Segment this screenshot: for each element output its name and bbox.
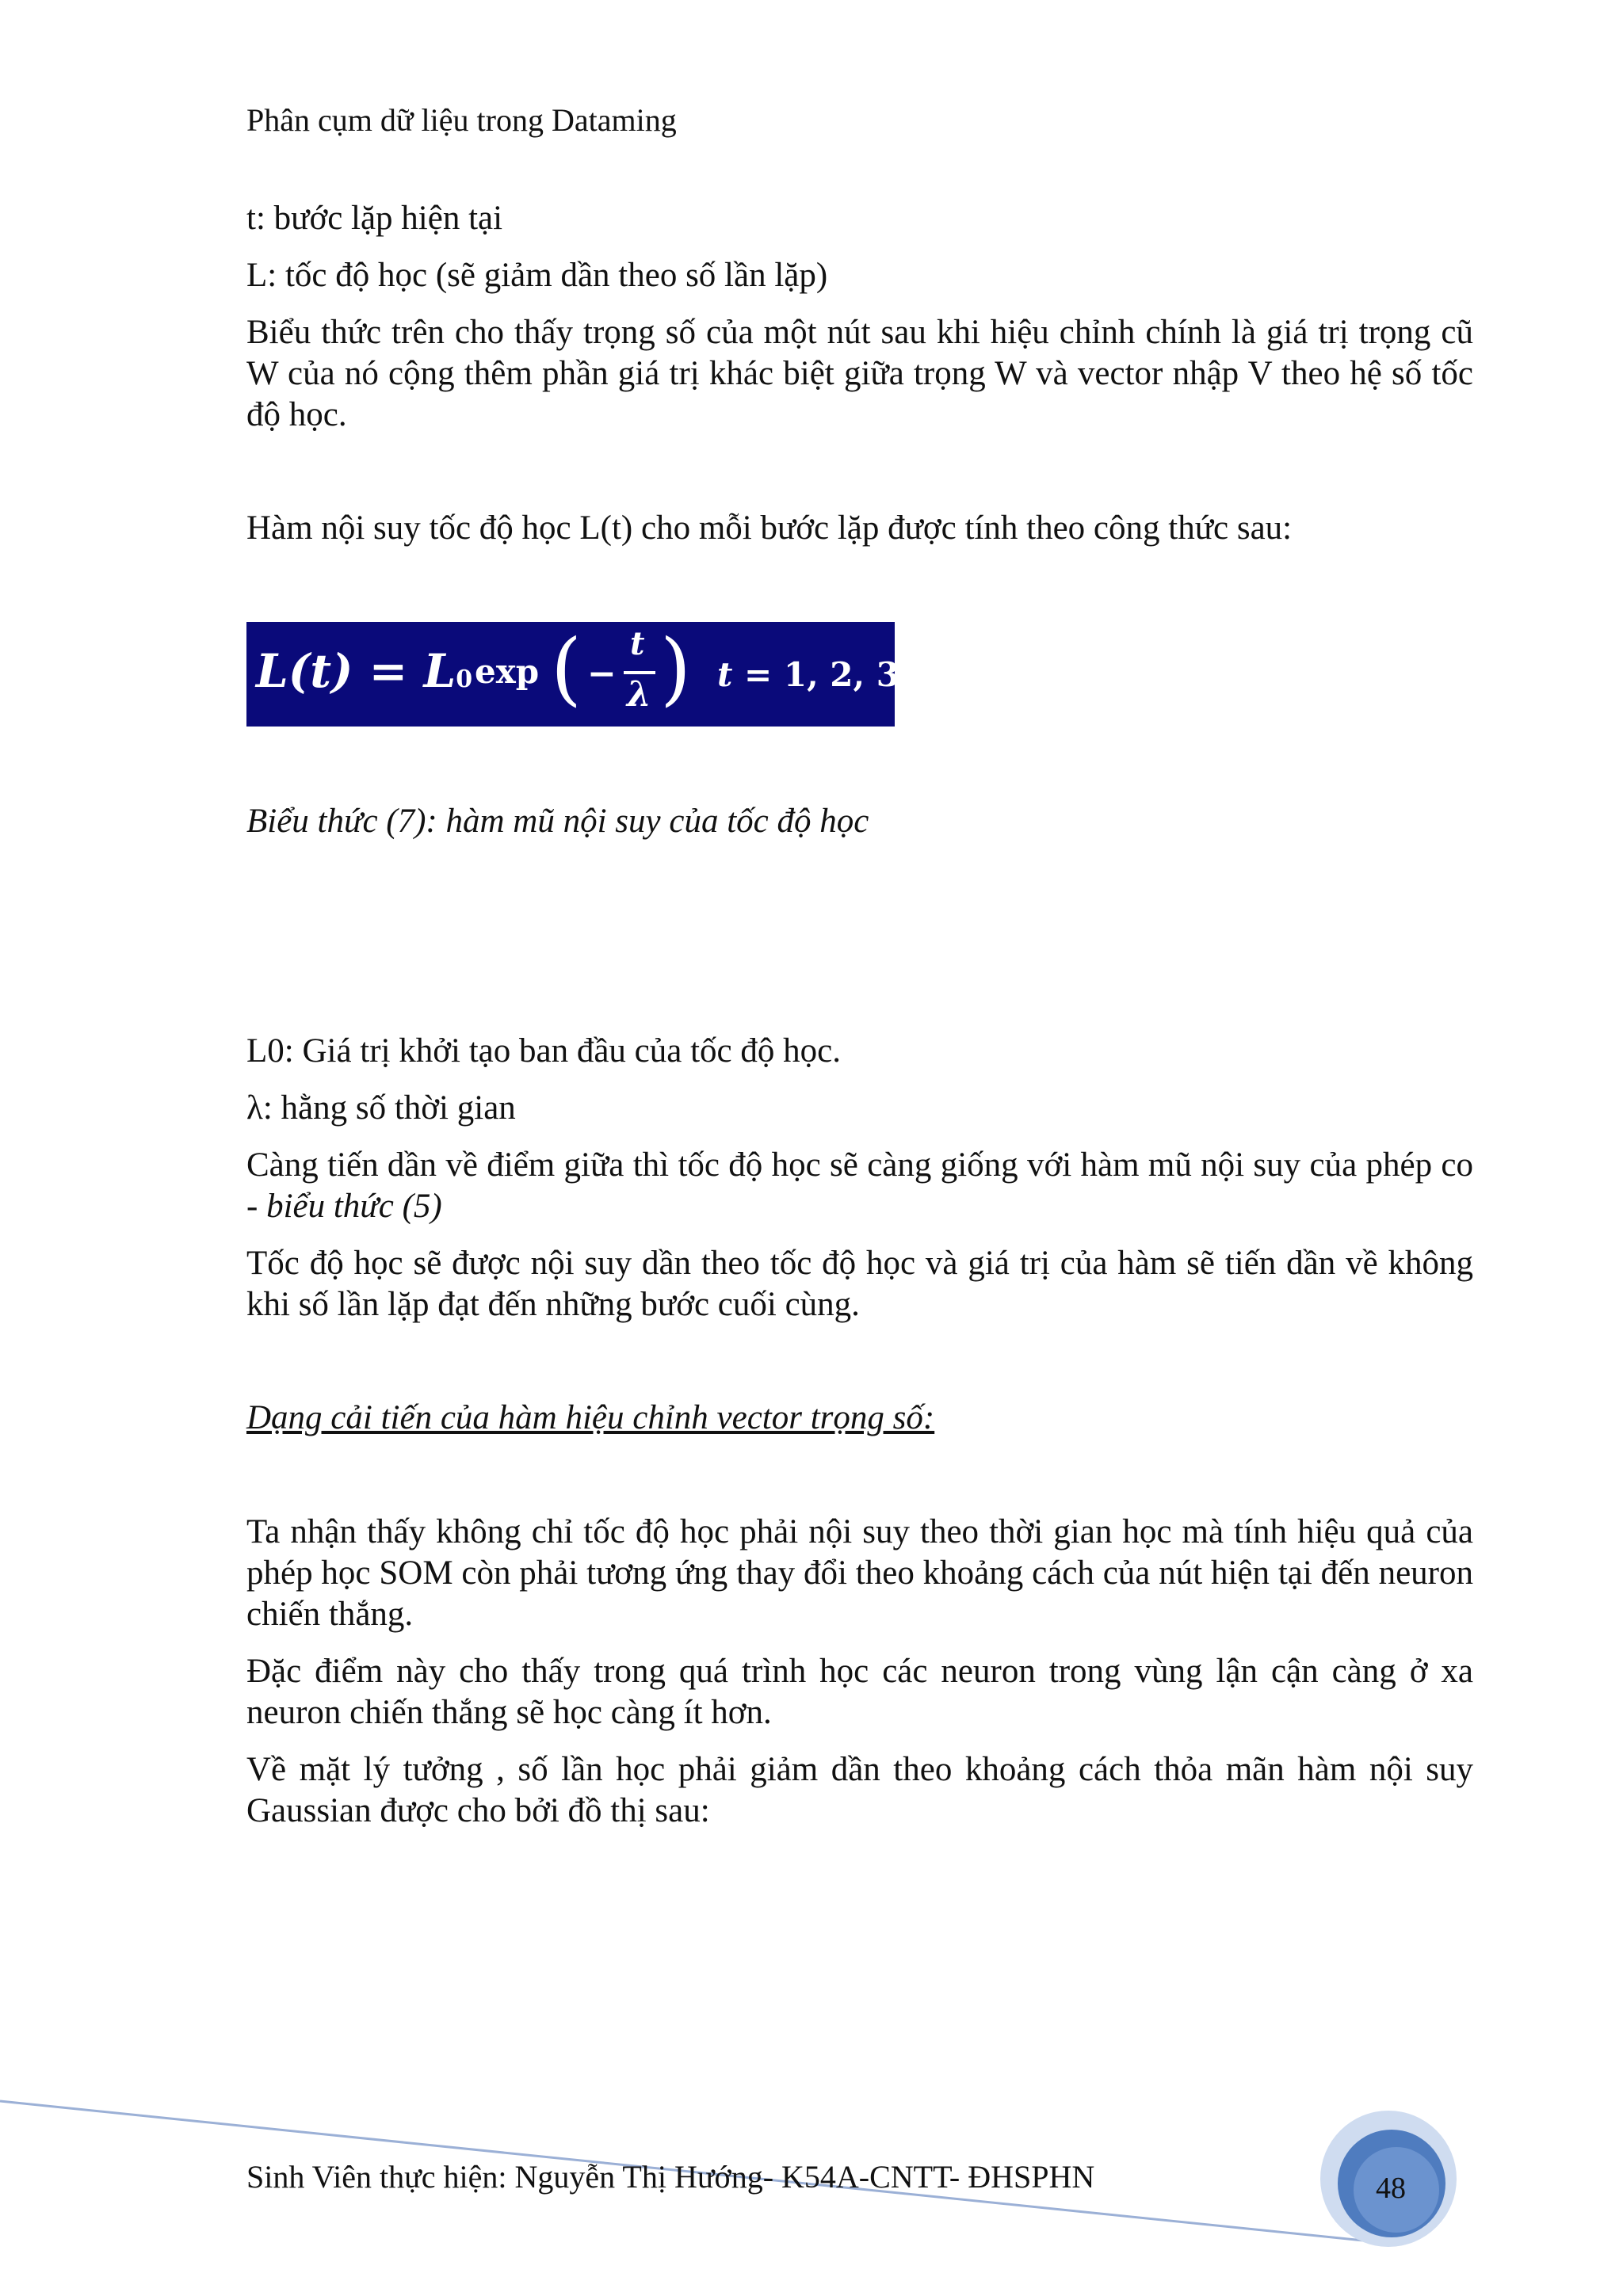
formula-image [246, 622, 934, 727]
formula-exp: exp [475, 652, 540, 691]
definition-lambda: λ: hằng số thời gian [246, 1089, 516, 1127]
page-header: Phân cụm dữ liệu trong Dataming [246, 102, 677, 138]
paragraph-weight-update: Biểu thức trên cho thấy trọng số của một nút sau khi hiệu chỉnh chính là giá trị trọng cũ W của nó cộng thêm phần giá trị khác biệt giữa trọng W và vector nhập V theo hệ số tốc độ học. [246, 314, 1473, 433]
definition-t: t: bước lặp hiện tại [246, 200, 503, 237]
paragraph-midpoint: Càng tiến dần về điểm giữa thì tốc độ học sẽ càng giống với hàm mũ nội suy của phép co - biểu thức (5) [246, 1146, 1473, 1225]
formula-lhs: L(t) = L0 [256, 644, 473, 698]
formula-range: t = 1, 2, 3... [717, 655, 934, 694]
section-heading: Dạng cải tiến của hàm hiệu chỉnh vector trọng số: [246, 1399, 935, 1436]
paragraph-interpolation-wrap [246, 508, 1473, 549]
section-heading-wrap [246, 1398, 1473, 1439]
formula-caption: Biểu thức (7): hàm mũ nội suy của tốc độ học [246, 803, 869, 840]
definition-L: L: tốc độ học (sẽ giảm dần theo số lần lặp) [246, 257, 828, 294]
formula-minus: − [587, 654, 617, 694]
formula-denominator: λ [627, 674, 651, 715]
paragraph-som: Ta nhận thấy không chỉ tốc độ học phải nội suy theo thời gian học mà tính hiệu quả của phép học SOM còn phải tương ứng thay đổi theo khoảng cách của nút hiện tại đến neuron chiến thắng. [246, 1513, 1473, 1633]
definitions-top [246, 198, 1473, 436]
formula-right-paren: ) [660, 622, 692, 715]
definitions-bottom [246, 1031, 1473, 1325]
formula-left-paren: ( [551, 622, 582, 715]
paragraphs-som [246, 1512, 1473, 1832]
footer-credit: Sinh Viên thực hiện: Nguyễn Thị Hướng- K54A-CNTT- ĐHSPHN [246, 2159, 1095, 2195]
paragraph-neighborhood: Đặc điểm này cho thấy trong quá trình học các neuron trong vùng lận cận càng ở xa neuron chiến thắng sẽ học càng ít hơn. [246, 1653, 1473, 1731]
definition-L0: L0: Giá trị khởi tạo ban đầu của tốc độ học. [246, 1032, 841, 1070]
paragraph-interpolation: Hàm nội suy tốc độ học L(t) cho mỗi bước lặp được tính theo công thức sau: [246, 509, 1293, 547]
caption-wrap [246, 801, 1473, 842]
paragraph-gaussian: Về mặt lý tưởng , số lần học phải giảm dần theo khoảng cách thỏa mãn hàm nội suy Gaussian được cho bởi đồ thị sau: [246, 1751, 1473, 1829]
page-number: 48 [1376, 2172, 1406, 2205]
formula-numerator: t [630, 625, 645, 662]
paragraph-decay: Tốc độ học sẽ được nội suy dần theo tốc độ học và giá trị của hàm sẽ tiến dần về không khi số lần lặp đạt đến những bước cuối cùng. [246, 1245, 1473, 1323]
